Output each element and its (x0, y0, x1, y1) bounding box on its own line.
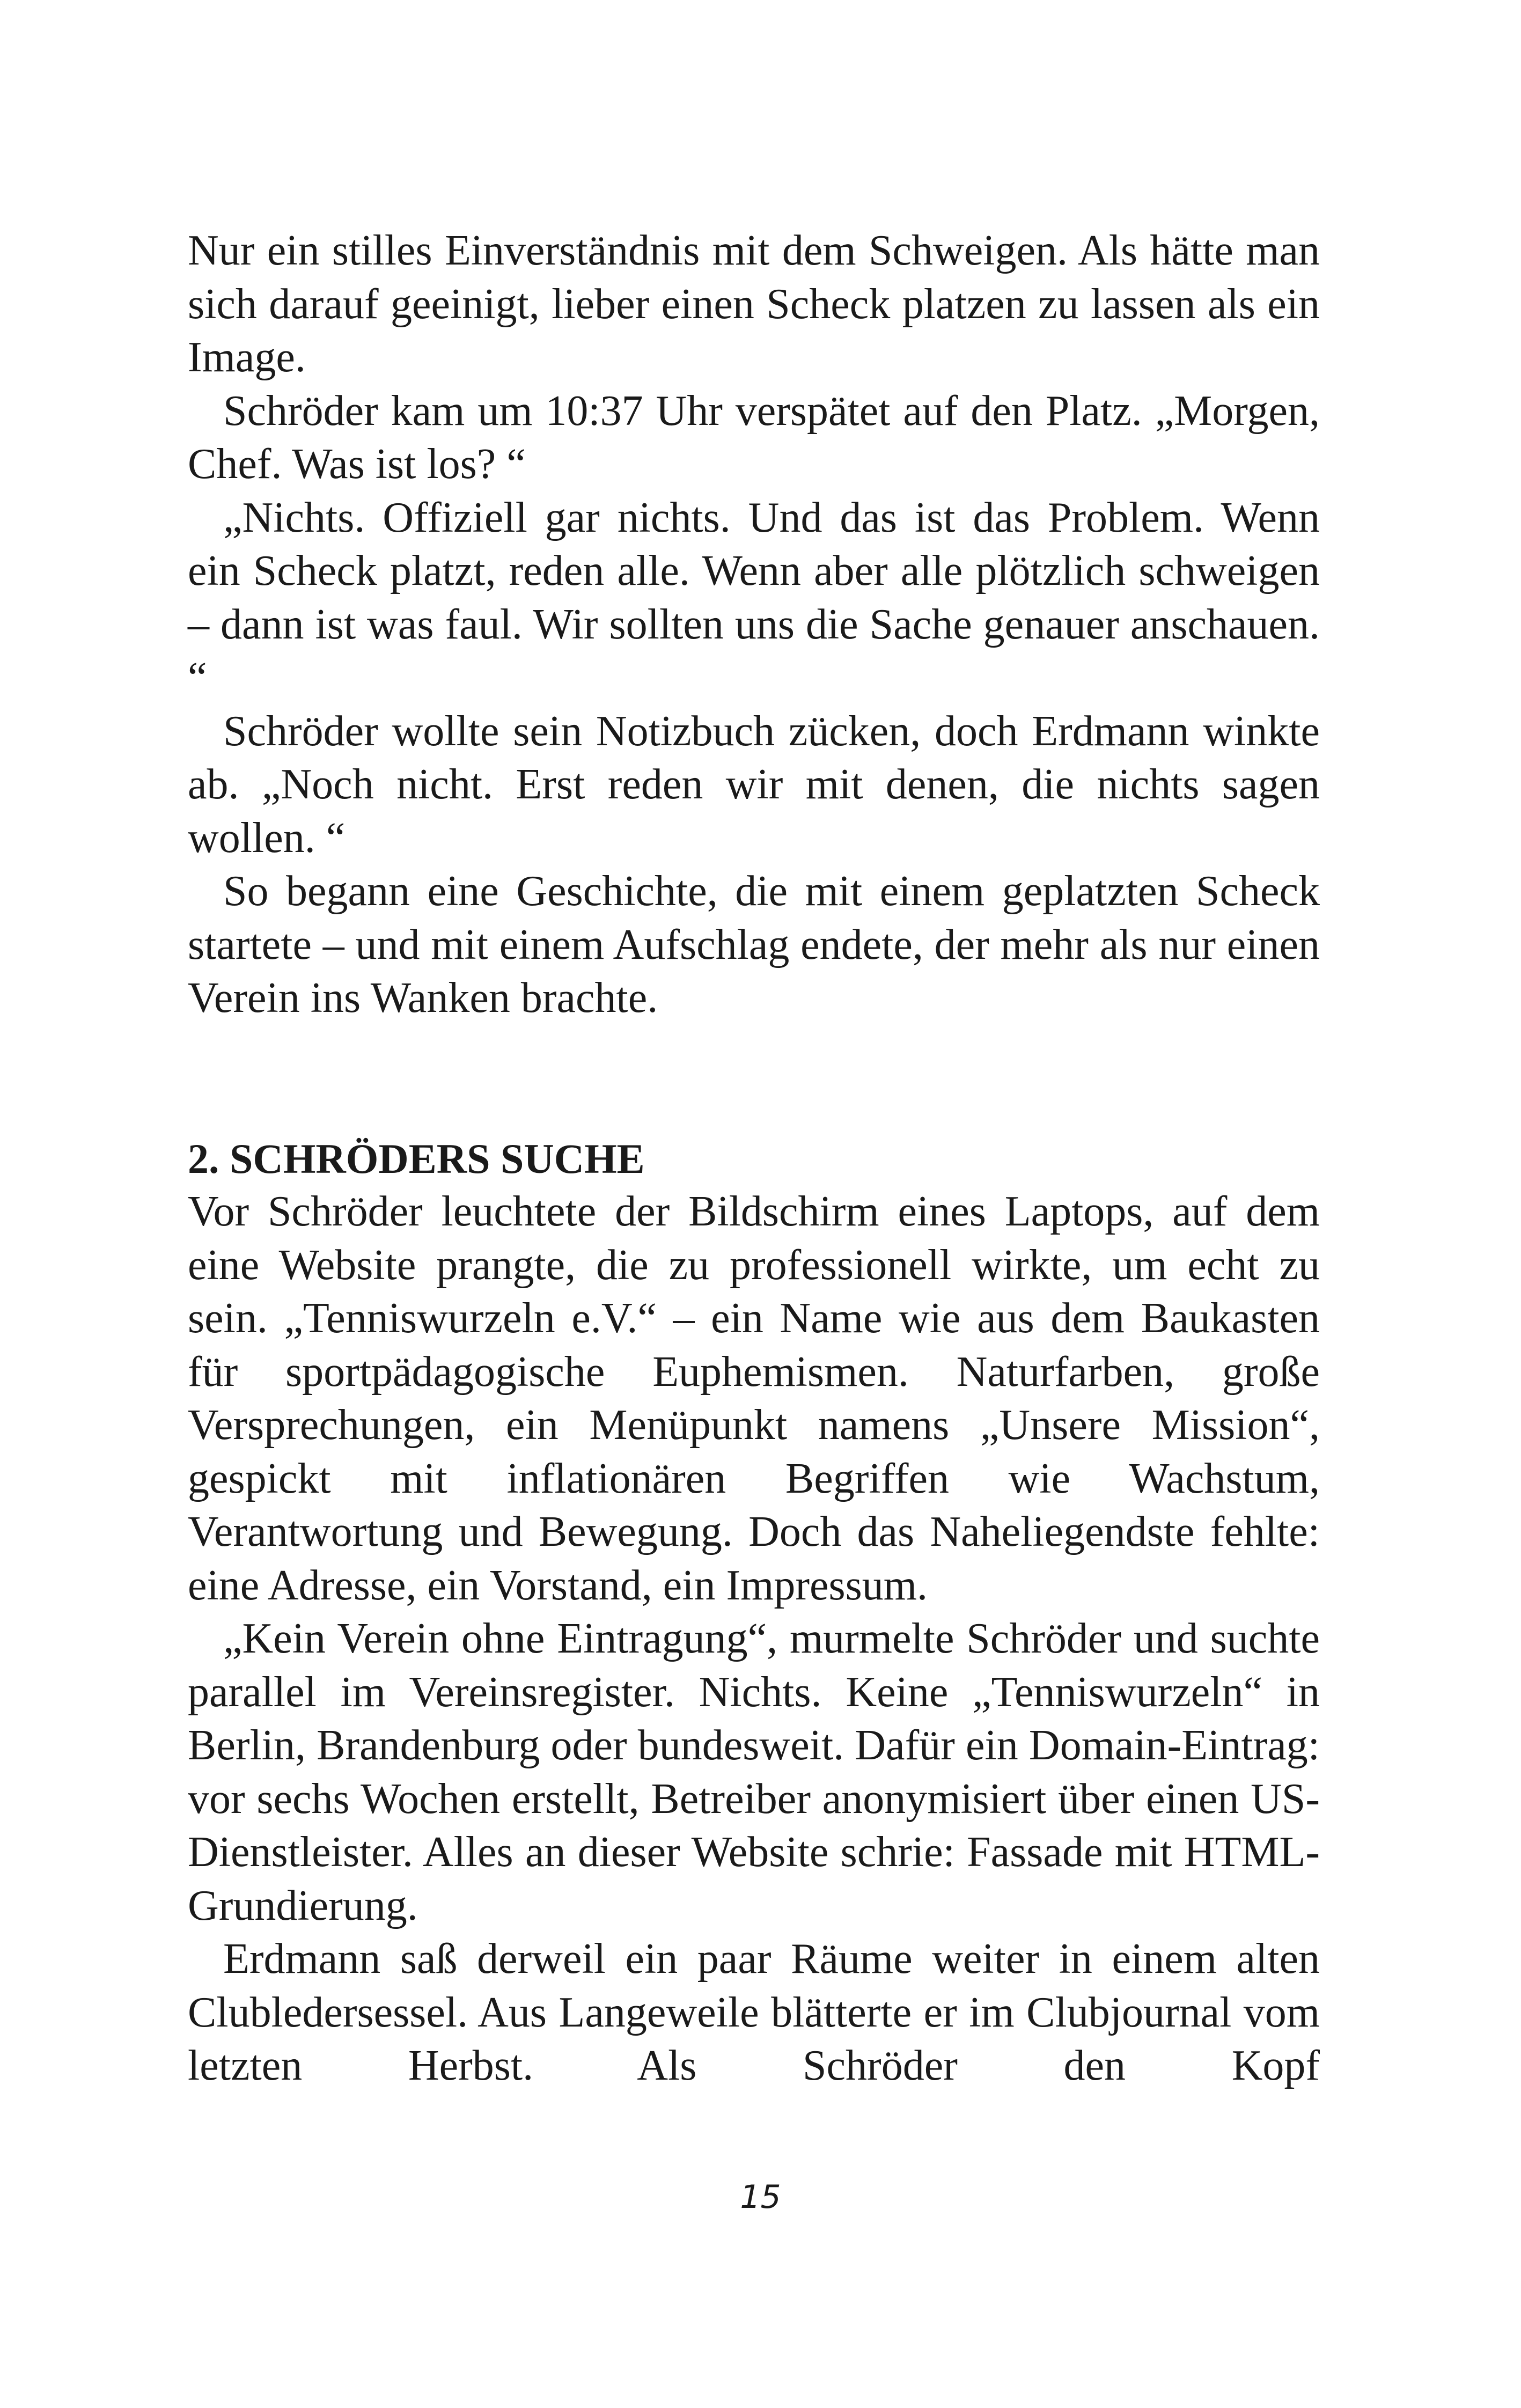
paragraph-continuation: Nur ein stilles Einverständnis mit dem Schweigen. Als hätte man sich darauf geeinigt, lieber einen Scheck platzen zu lassen als ein Image. (188, 227, 1320, 381)
paragraph: Schröder wollte sein Notizbuch zücken, doch Erdmann winkte ab. „Noch nicht. Erst reden wir mit denen, die nichts sagen wollen. “ (188, 707, 1320, 862)
paragraph: „Kein Verein ohne Eintragung“, murmelte Schröder und suchte parallel im Vereinsregister. Nichts. Keine „Tenniswurzeln“ in Berlin, Brandenburg oder bundesweit. Dafür ein Domain-Eintrag: vor sechs Wochen erstellt, Betreiber anonymisiert über einen US-Dienstleister. Alles an dieser Website schrie: Fassade mit HTML-Grundierung. (188, 1615, 1320, 1929)
paragraph: Vor Schröder leuchtete der Bildschirm eines Laptops, auf dem eine Website prangte, die zu professionell wirkte, um echt zu sein. „Tenniswurzeln e.V.“ – ein Name wie aus dem Baukasten für sportpädagogische Euphemismen. Naturfarben, große Versprechungen, ein Menüpunkt namens „Unsere Mission“, gespickt mit inflationären Begriffen wie Wachstum, Verantwortung und Bewegung. Doch das Naheliegendste fehlte: eine Adresse, ein Vorstand, ein Impressum. (188, 1188, 1320, 1609)
paragraph-continues: Erdmann saß derweil ein paar Räume weiter in einem alten Clubledersessel. Aus Langeweile blätterte er im Clubjournal vom letzten Herbst. Als Schröder den Kopf (188, 1935, 1320, 2089)
paragraph: „Nichts. Offiziell gar nichts. Und das ist das Problem. Wenn ein Scheck platzt, reden alle. Wenn aber alle plötzlich schweigen – dann ist was faul. Wir sollten uns die Sache genauer anschauen. “ (188, 494, 1320, 701)
chapter-heading: 2. SCHRÖDERS SUCHE (188, 1135, 645, 1182)
paragraph: Schröder kam um 10:37 Uhr verspätet auf den Platz. „Morgen, Chef. Was ist los? “ (188, 387, 1320, 488)
body-text (188, 224, 1320, 2093)
page-number: 15 (740, 2178, 781, 2216)
paragraph: So begann eine Geschichte, die mit einem geplatzten Scheck startete – und mit einem Aufschlag endete, der mehr als nur einen Verein ins Wanken brachte. (188, 868, 1320, 1022)
